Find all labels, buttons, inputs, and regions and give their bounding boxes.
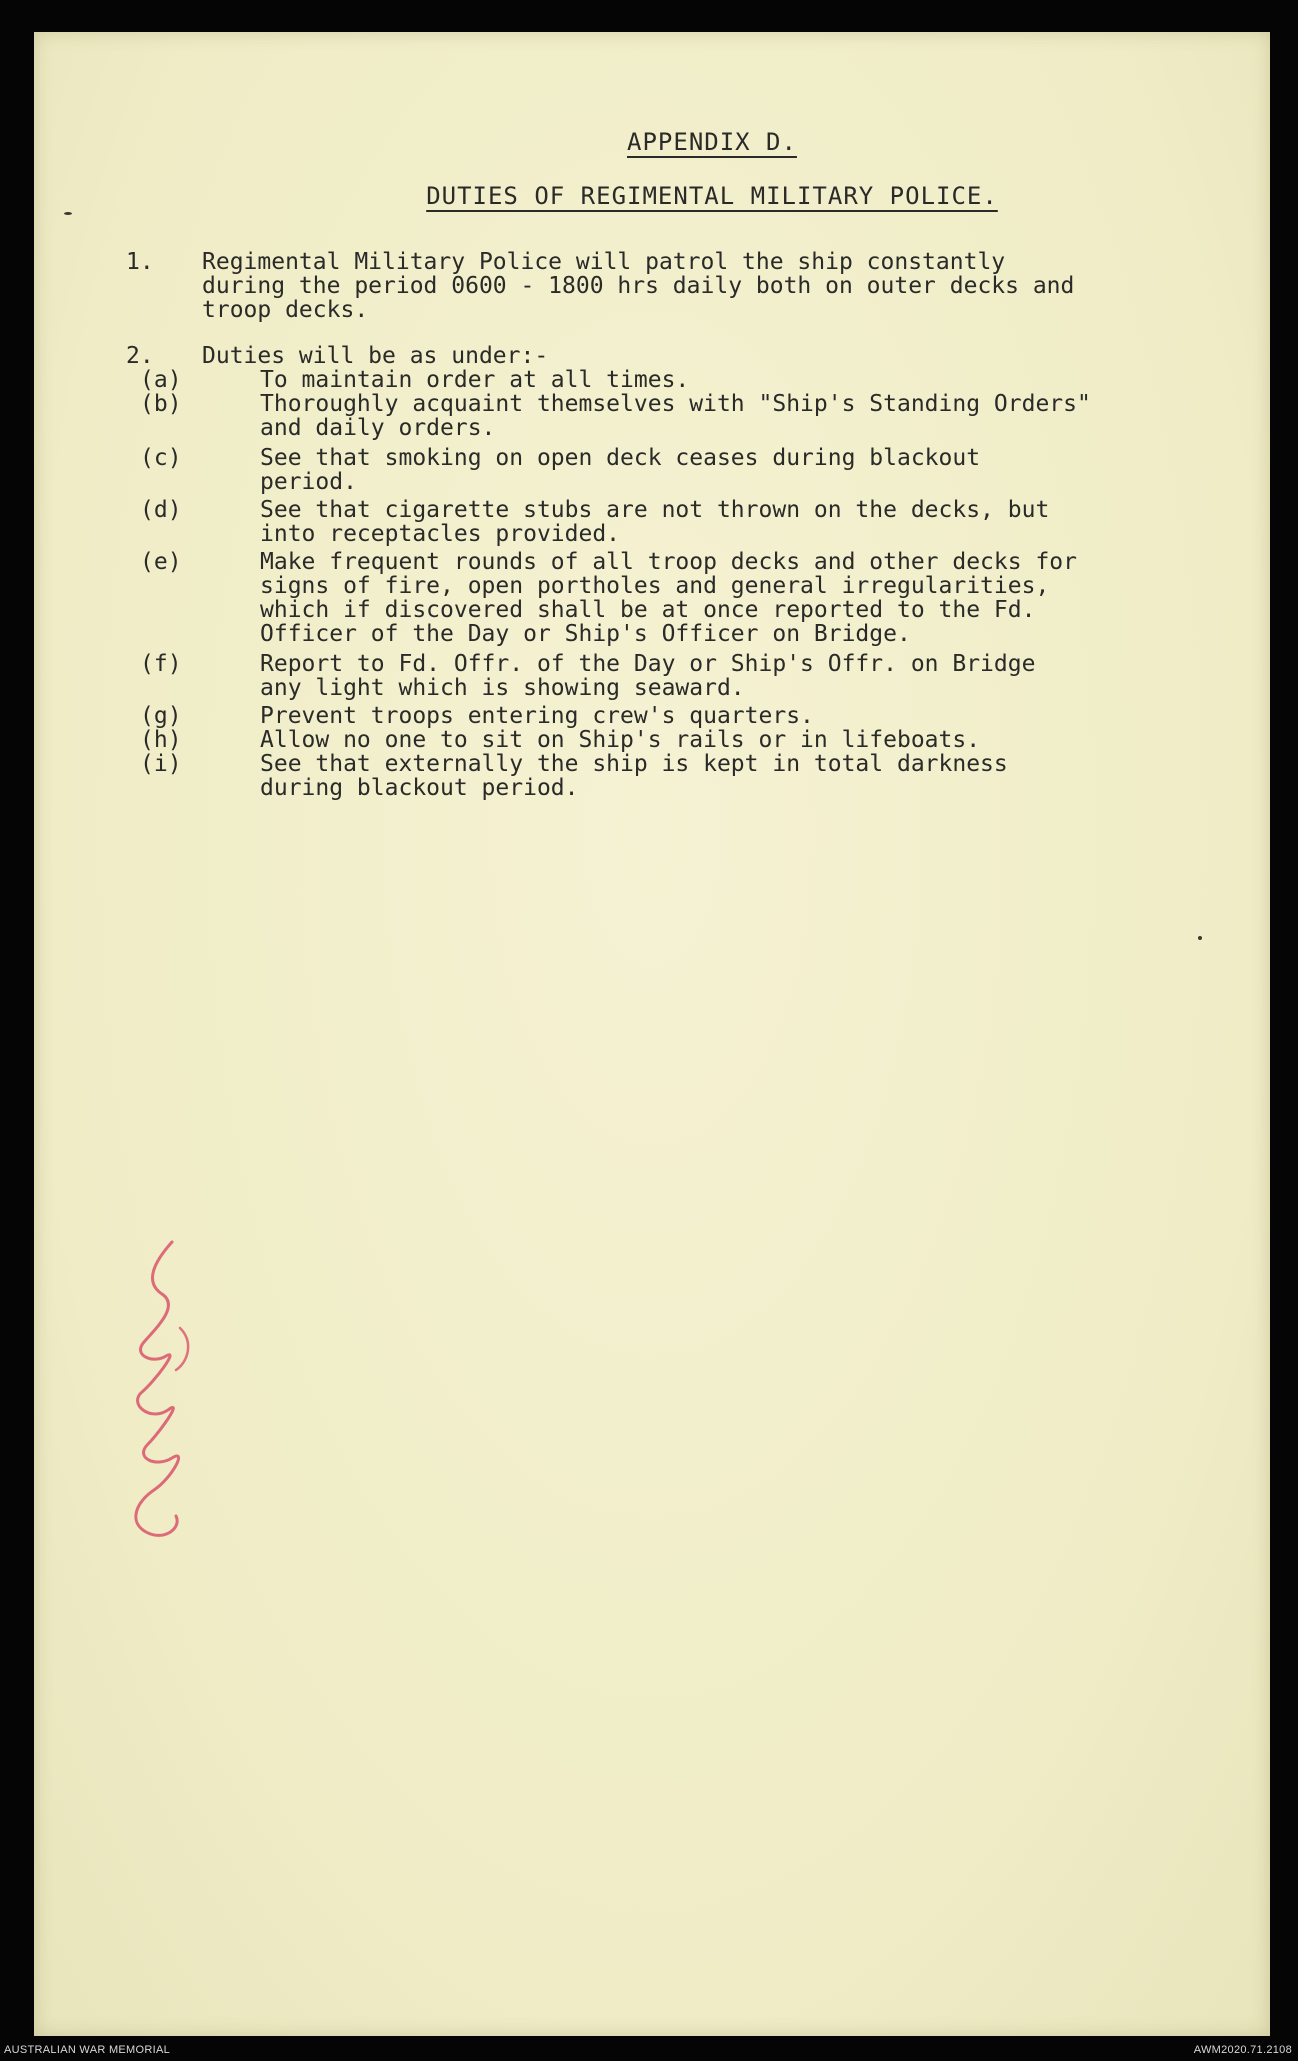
paper-speck [64,212,72,215]
duty-c-line-2: period. [260,469,357,495]
duty-d-line-2: into receptacles provided. [260,521,621,547]
duty-f-line-2: any light which is showing seaward. [260,675,745,701]
footer-institution: AUSTRALIAN WAR MEMORIAL [4,2044,171,2056]
para2-number: 2. [126,343,154,369]
section-title: DUTIES OF REGIMENTAL MILITARY POLICE. [426,182,998,210]
para1-line-2: during the period 0600 - 1800 hrs daily both on outer decks and [202,273,1075,299]
duty-i-line-1: See that externally the ship is kept in total darkness [260,751,1008,777]
duty-b-line-1: Thoroughly acquaint themselves with "Ship's Standing Orders" [260,391,1091,417]
para1-line-1: Regimental Military Police will patrol the ship constantly [202,249,1006,275]
paper-speck [1198,936,1202,940]
duty-h-line-1: Allow no one to sit on Ship's rails or in lifeboats. [260,727,981,753]
duty-label-a: (a) [140,367,182,393]
appendix-title: APPENDIX D. [627,128,797,156]
document-page [34,32,1270,2036]
duty-e-line-4: Officer of the Day or Ship's Officer on Bridge. [260,621,911,647]
duty-label-d: (d) [140,497,182,523]
duty-a-line-1: To maintain order at all times. [260,367,690,393]
duty-label-g: (g) [140,703,182,729]
duty-label-e: (e) [140,549,182,575]
duty-label-h: (h) [140,727,182,753]
red-pencil-signature [84,1232,214,1552]
para1-number: 1. [126,249,154,275]
duty-label-c: (c) [140,445,182,471]
para1-line-3: troop decks. [202,297,369,323]
duty-b-line-2: and daily orders. [260,415,496,441]
duty-c-line-1: See that smoking on open deck ceases during blackout [260,445,981,471]
duty-label-b: (b) [140,391,182,417]
duty-label-i: (i) [140,751,182,777]
duty-e-line-3: which if discovered shall be at once reported to the Fd. [260,597,1036,623]
duty-g-line-1: Prevent troops entering crew's quarters. [260,703,814,729]
footer-accession-number: AWM2020.71.2108 [1193,2044,1292,2056]
duty-i-line-2: during blackout period. [260,775,579,801]
duty-label-f: (f) [140,651,182,677]
duty-e-line-1: Make frequent rounds of all troop decks and other decks for [260,549,1077,575]
duty-f-line-1: Report to Fd. Offr. of the Day or Ship's Offr. on Bridge [260,651,1036,677]
duty-e-line-2: signs of fire, open portholes and general irregularities, [260,573,1050,599]
duty-d-line-1: See that cigarette stubs are not thrown on the decks, but [260,497,1050,523]
para2-intro: Duties will be as under:- [202,343,549,369]
